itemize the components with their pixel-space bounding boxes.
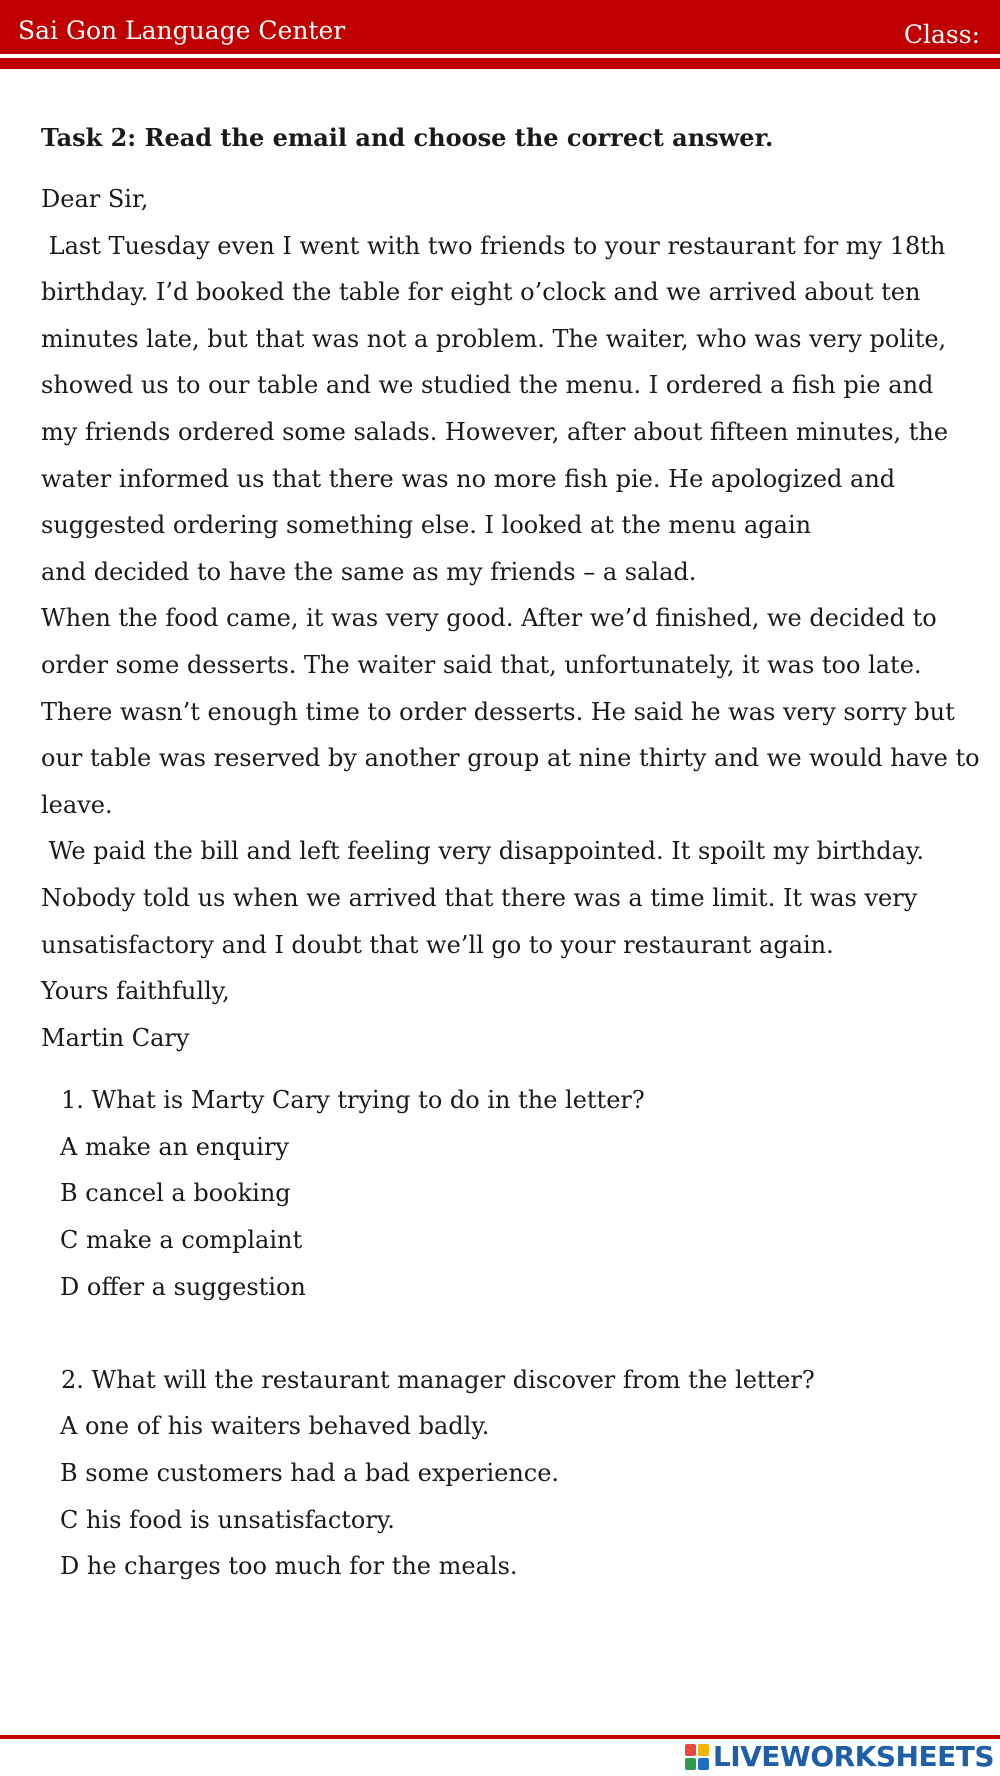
letter-line: showed us to our table and we studied the menu. I ordered a fish pie and	[41, 371, 934, 400]
letter-line: suggested ordering something else. I looked at the menu again	[41, 511, 812, 540]
task-heading: Task 2: Read the email and choose the correct answer.	[41, 123, 774, 152]
letter-line: my friends ordered some salads. However, after about fifteen minutes, the	[41, 417, 949, 446]
logo-square	[698, 1744, 709, 1756]
answer-option[interactable]: B cancel a booking	[60, 1179, 291, 1208]
answer-option[interactable]: B some customers had a bad experience.	[60, 1459, 560, 1488]
letter-line: There wasn’t enough time to order desserts. He said he was very sorry but	[41, 697, 955, 726]
logo-square	[685, 1758, 696, 1770]
answer-option[interactable]: D he charges too much for the meals.	[60, 1552, 518, 1581]
letter-line: Dear Sir,	[41, 185, 149, 213]
letter-line: minutes late, but that was not a problem. The waiter, who was very polite,	[41, 324, 947, 353]
logo-square	[698, 1758, 709, 1770]
question-prompt: 2. What will the restaurant manager discover from the letter?	[61, 1365, 815, 1394]
answer-option[interactable]: A one of his waiters behaved badly.	[60, 1412, 490, 1441]
letter-line: leave.	[41, 790, 113, 819]
question-prompt: 1. What is Marty Cary trying to do in the letter?	[61, 1086, 645, 1115]
letter-line: Martin Cary	[41, 1023, 190, 1052]
letter-line: When the food came, it was very good. After we’d finished, we decided to	[41, 604, 937, 633]
liveworksheets-logo-icon	[685, 1744, 709, 1770]
header-rule	[0, 58, 1000, 69]
header-bar	[0, 0, 1000, 56]
worksheet-content	[41, 120, 1000, 1590]
answer-option[interactable]: C make a complaint	[60, 1226, 303, 1255]
logo-text: LIVEWORKSHEETS	[712, 1740, 994, 1773]
letter-line: We paid the bill and left feeling very disappointed. It spoilt my birthday.	[41, 837, 924, 866]
footer-rule	[0, 1735, 1000, 1739]
letter-line: Nobody told us when we arrived that there was a time limit. It was very	[41, 883, 918, 912]
email-letter	[41, 176, 1000, 1061]
letter-line: our table was reserved by another group at nine thirty and we would have to	[41, 744, 980, 773]
class-label: Class:	[903, 20, 980, 49]
letter-line: Yours faithfully,	[41, 977, 230, 1006]
letter-line: Last Tuesday even I went with two friends to your restaurant for my 18th	[41, 231, 946, 260]
answer-option[interactable]: A make an enquiry	[60, 1132, 289, 1161]
letter-line: order some desserts. The waiter said that, unfortunately, it was too late.	[41, 650, 922, 679]
header-divider	[0, 54, 1000, 57]
letter-line: birthday. I’d booked the table for eight o’clock and we arrived about ten	[41, 278, 921, 307]
liveworksheets-logo[interactable]	[685, 1742, 994, 1772]
center-name: Sai Gon Language Center	[18, 16, 346, 45]
question-spacer	[41, 1310, 1000, 1357]
letter-line: and decided to have the same as my friends – a salad.	[41, 557, 697, 586]
questions-section	[41, 1077, 1000, 1590]
letter-line: unsatisfactory and I doubt that we’ll go to your restaurant again.	[41, 930, 834, 959]
answer-option[interactable]: D offer a suggestion	[60, 1272, 306, 1301]
letter-line: water informed us that there was no more fish pie. He apologized and	[41, 464, 896, 493]
logo-square	[685, 1744, 696, 1756]
answer-option[interactable]: C his food is unsatisfactory.	[60, 1505, 395, 1534]
